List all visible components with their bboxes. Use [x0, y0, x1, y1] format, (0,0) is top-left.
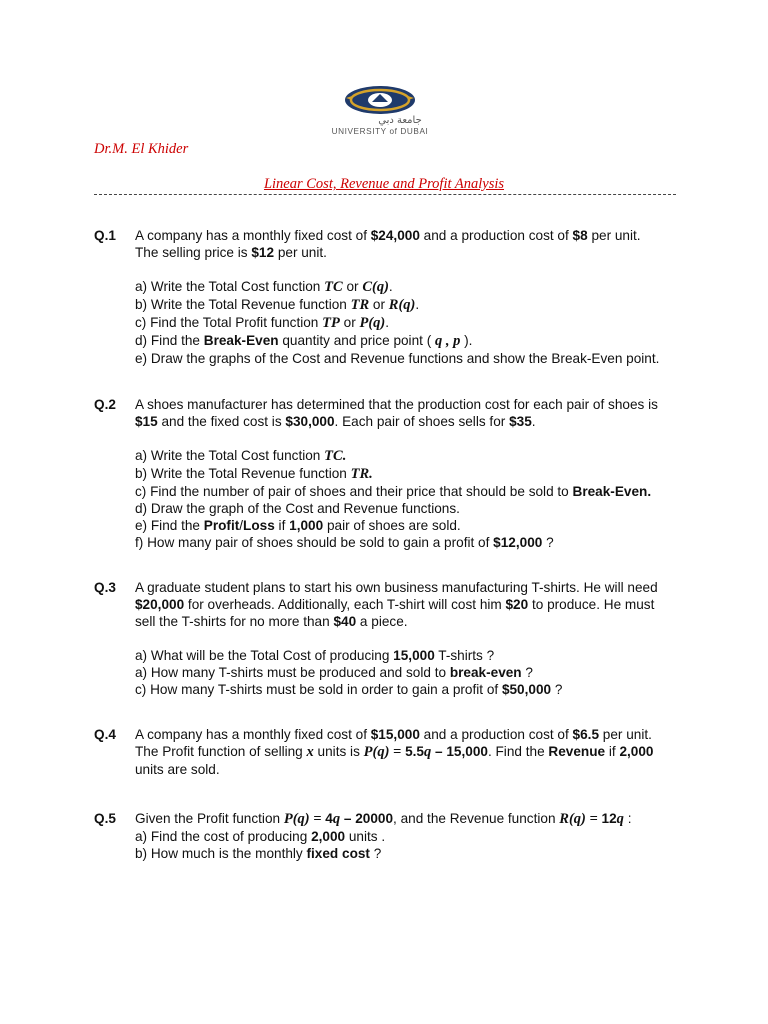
question-number: Q.1	[94, 228, 116, 243]
question-stem-line: The Profit function of selling x units is P(q) = 5.5q – 15,000. Find the Revenue if 2,000	[135, 744, 654, 760]
question-stem-line: $20,000 for overheads. Additionally, each T-shirt will cost him $20 to produce. He must	[135, 597, 655, 612]
question-part: c) How many T-shirts must be sold in order to gain a profit of $50,000 ?	[135, 682, 563, 697]
question-part: a) Write the Total Cost function TC.	[135, 448, 347, 464]
question-number: Q.2	[94, 397, 116, 412]
question-number: Q.4	[94, 727, 116, 742]
question-part: d) Draw the graph of the Cost and Revenue functions.	[135, 501, 460, 516]
question-part: e) Draw the graphs of the Cost and Revenue functions and show the Break-Even point.	[135, 351, 660, 366]
question-stem-line: A shoes manufacturer has determined that the production cost for each pair of shoes is	[135, 397, 658, 412]
question-stem-line: A graduate student plans to start his own business manufacturing T-shirts. He will need	[135, 580, 658, 595]
question-stem-line: $15 and the fixed cost is $30,000. Each pair of shoes sells for $35.	[135, 414, 536, 429]
university-logo	[300, 80, 460, 136]
question-number: Q.5	[94, 811, 116, 826]
question-stem-line: units are sold.	[135, 762, 220, 777]
author-name: Dr.M. El Khider	[94, 141, 189, 157]
question-part: a) Find the cost of producing 2,000 units .	[135, 829, 386, 844]
question-stem-line: A company has a monthly fixed cost of $15,000 and a production cost of $6.5 per unit.	[135, 727, 652, 742]
question-part: a) Write the Total Cost function TC or C(q).	[135, 279, 393, 295]
question-number: Q.3	[94, 580, 116, 595]
question-part: a) How many T-shirts must be produced and sold to break-even ?	[135, 665, 533, 680]
question-part: b) Write the Total Revenue function TR.	[135, 466, 373, 482]
document-title: Linear Cost, Revenue and Profit Analysis	[263, 176, 505, 192]
dashed-divider	[94, 194, 676, 195]
question-stem-line: A company has a monthly fixed cost of $24,000 and a production cost of $8 per unit.	[135, 228, 641, 243]
question-part: b) Write the Total Revenue function TR or R(q).	[135, 297, 420, 313]
question-part: e) Find the Profit/Loss if 1,000 pair of shoes are sold.	[135, 518, 461, 533]
question-part: d) Find the Break-Even quantity and price point ( q , p ).	[135, 333, 473, 349]
question-stem-line: Given the Profit function P(q) = 4q – 20000, and the Revenue function R(q) = 12q :	[135, 811, 632, 827]
question-stem-line: The selling price is $12 per unit.	[135, 245, 327, 260]
logo-arabic-text: جامعة دبي	[378, 115, 422, 126]
question-stem-line: sell the T-shirts for no more than $40 a piece.	[135, 614, 408, 629]
question-part: c) Find the number of pair of shoes and their price that should be sold to Break-Even.	[135, 484, 652, 499]
question-part: f) How many pair of shoes should be sold to gain a profit of $12,000 ?	[135, 535, 554, 550]
question-part: c) Find the Total Profit function TP or P(q).	[135, 315, 390, 331]
logo-english-text: UNIVERSITY of DUBAI	[331, 127, 429, 136]
question-part: a) What will be the Total Cost of producing 15,000 T-shirts ?	[135, 648, 495, 663]
question-part: b) How much is the monthly fixed cost ?	[135, 846, 382, 861]
